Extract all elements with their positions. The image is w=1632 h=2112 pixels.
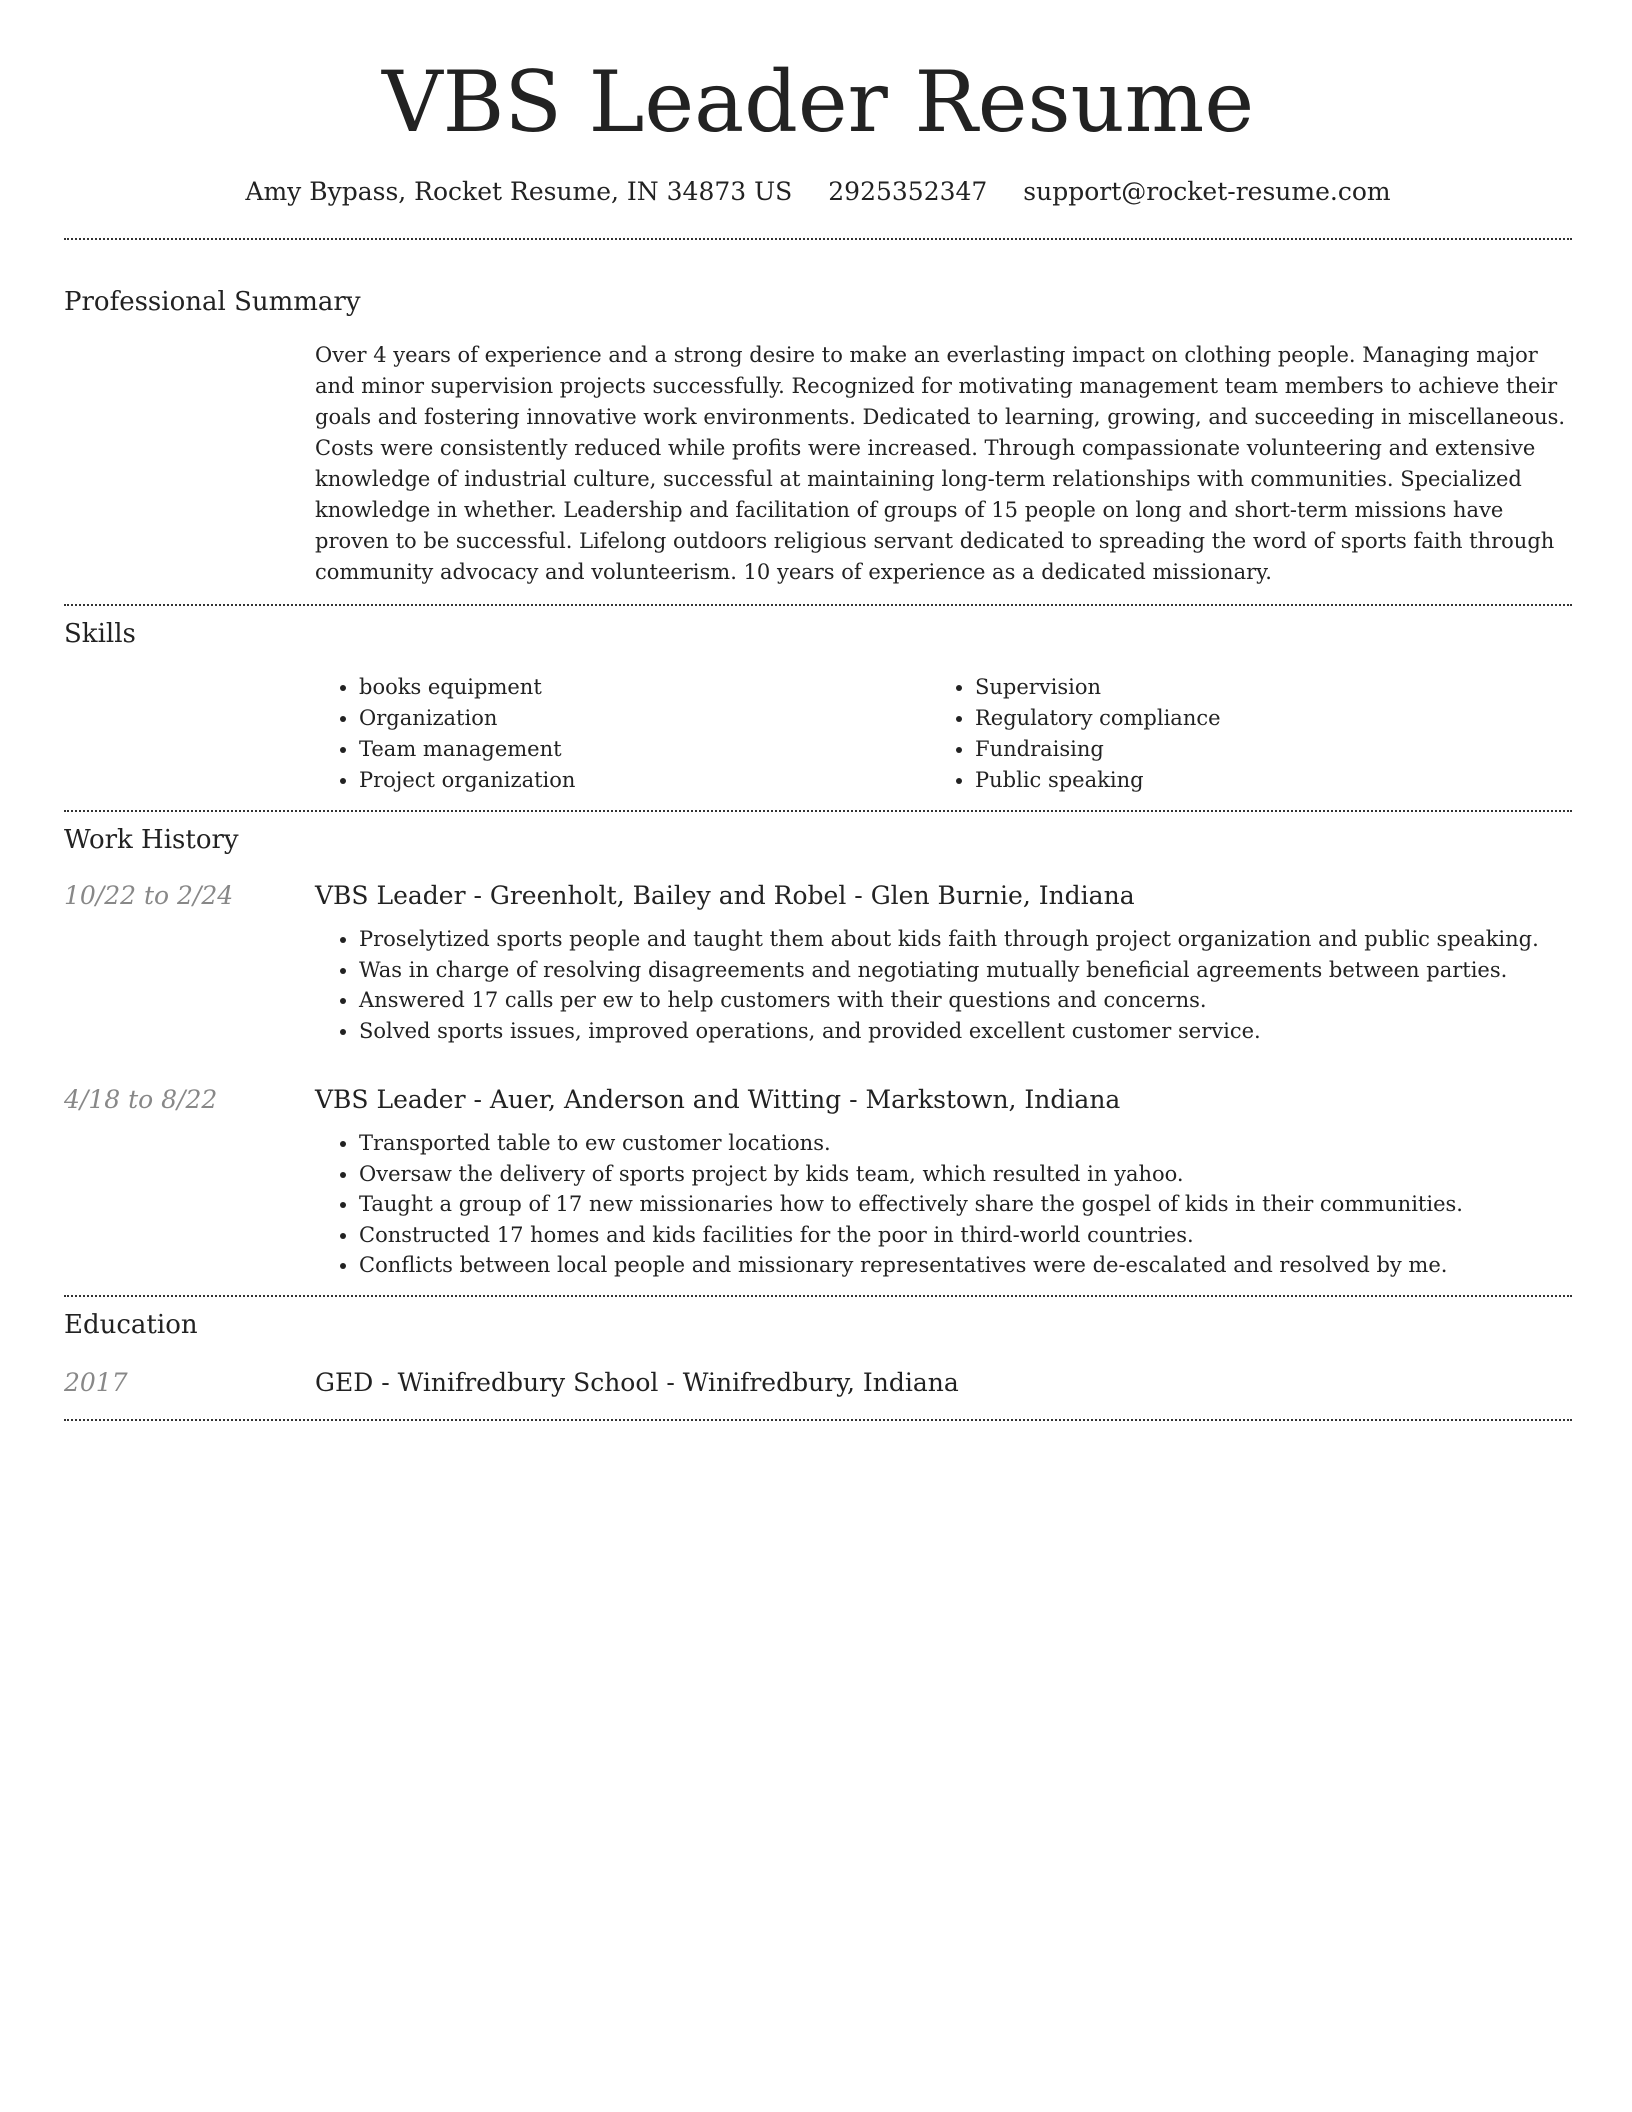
education-heading: Education xyxy=(64,1309,198,1340)
resume-page xyxy=(64,0,1572,1421)
summary-text: Over 4 years of experience and a strong desire to make an everlasting impact on clothing people. Managing major and minor supervision projects successfully. Recognized for motivating management team members to achieve their goals and fostering innovative work environments. Dedicated to learning, growing, and succeeding in miscellaneous. Costs were consistently reduced while profits were increased. Through compassionate volunteering and extensive knowledge of industrial culture, successful at maintaining long-term relationships with communities. Specialized knowledge in whether. Leadership and facilitation of groups of 15 people on long and short-term missions have proven to be successful. Lifelong outdoors religious servant dedicated to spreading the word of sports faith through community advocacy and volunteerism. 10 years of experience as a dedicated missionary. xyxy=(315,343,1566,584)
skills-heading: Skills xyxy=(64,619,136,649)
job-bullet: • Answered 17 calls per ew to help customers with their questions and concerns. xyxy=(359,985,1572,1016)
skill-item: • Team management xyxy=(359,734,931,765)
education-section xyxy=(64,1297,1572,1419)
summary-section xyxy=(64,240,1572,604)
work-heading: Work History xyxy=(64,825,239,855)
job-bullets xyxy=(315,1128,1572,1281)
resume-title: VBS Leader Resume xyxy=(381,53,1255,151)
job-title: VBS Leader - Auer, Anderson and Witting - Markstown, Indiana xyxy=(315,1085,1121,1114)
job-entry xyxy=(64,878,1572,1046)
job-bullet: • Conflicts between local people and missionary representatives were de-escalated and resolved by me. xyxy=(359,1250,1572,1281)
education-title: GED - Winifredbury School - Winifredbury, Indiana xyxy=(315,1367,959,1397)
contact-line xyxy=(64,174,1572,210)
job-bullet: • Was in charge of resolving disagreements and negotiating mutually beneficial agreements between parties. xyxy=(359,955,1572,986)
skill-item: • Fundraising xyxy=(975,734,1547,765)
divider xyxy=(64,1419,1572,1421)
job-bullet: • Proselytized sports people and taught them about kids faith through project organization and public speaking. xyxy=(359,924,1572,955)
contact-email: support@rocket-resume.com xyxy=(1023,177,1391,206)
job-dates: 10/22 to 2/24 xyxy=(64,881,234,910)
contact-address: Amy Bypass, Rocket Resume, IN 34873 US xyxy=(245,177,793,206)
job-bullets xyxy=(315,924,1572,1046)
skill-item: • Regulatory compliance xyxy=(975,703,1547,734)
skills-section xyxy=(64,606,1572,810)
skills-column-2 xyxy=(931,672,1547,796)
job-dates: 4/18 to 8/22 xyxy=(64,1085,218,1114)
skill-item: • books equipment xyxy=(359,672,931,703)
contact-phone: 2925352347 xyxy=(828,177,988,206)
skill-item: • Project organization xyxy=(359,765,931,796)
job-entry xyxy=(64,1082,1572,1281)
job-bullet: • Transported table to ew customer locations. xyxy=(359,1128,1572,1159)
summary-heading: Professional Summary xyxy=(64,287,361,317)
skill-item: • Supervision xyxy=(975,672,1547,703)
education-year: 2017 xyxy=(64,1367,128,1397)
skills-list xyxy=(315,672,1572,796)
job-bullet: • Taught a group of 17 new missionaries how to effectively share the gospel of kids in their communities. xyxy=(359,1189,1572,1220)
skills-column-1 xyxy=(315,672,931,796)
job-bullet: • Solved sports issues, improved operations, and provided excellent customer service. xyxy=(359,1016,1572,1047)
education-entry xyxy=(64,1365,1572,1401)
job-bullet: • Constructed 17 homes and kids facilities for the poor in third-world countries. xyxy=(359,1220,1572,1251)
job-title: VBS Leader - Greenholt, Bailey and Robel - Glen Burnie, Indiana xyxy=(315,881,1135,910)
skill-item: • Organization xyxy=(359,703,931,734)
job-bullet: • Oversaw the delivery of sports project by kids team, which resulted in yahoo. xyxy=(359,1159,1572,1190)
skill-item: • Public speaking xyxy=(975,765,1547,796)
work-section xyxy=(64,812,1572,1295)
